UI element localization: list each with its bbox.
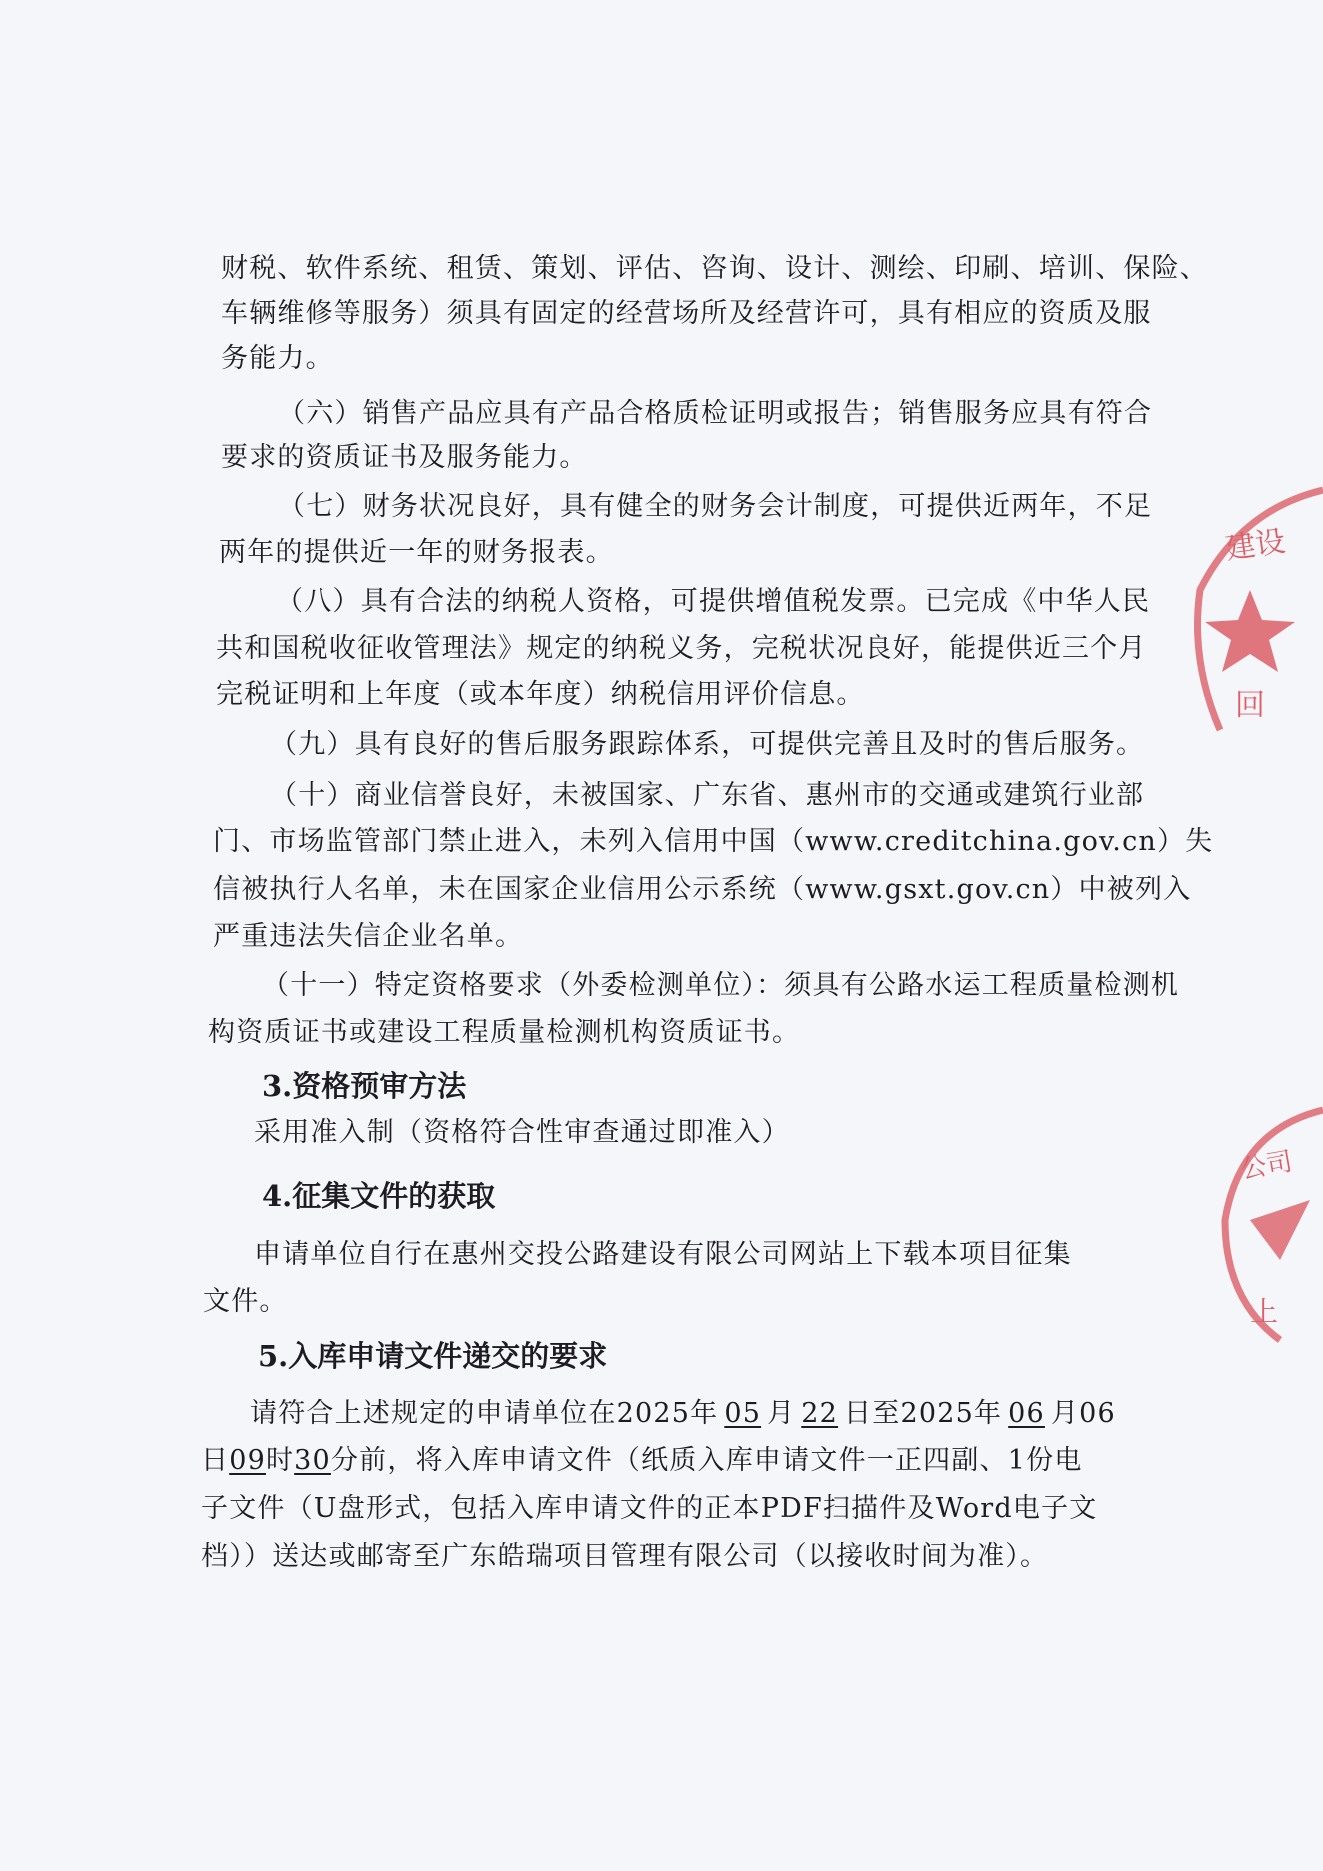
s5-l2-a: 日 <box>201 1445 230 1476</box>
p6-line-2: 要求的资质证书及服务能力。 <box>221 442 588 473</box>
p1-line-3: 务能力。 <box>221 343 334 374</box>
p8-line-1: （八）具有合法的纳税人资格，可提供增值税发票。已完成《中华人民 <box>276 586 1151 617</box>
s5-month-1: 05 <box>724 1398 762 1429</box>
seal-stamp-top-text-2: 回 <box>1235 688 1265 723</box>
s5-day-1: 22 <box>801 1398 839 1429</box>
s5-l1-b: 月 <box>767 1398 796 1429</box>
p11-line-2: 构资质证书或建设工程质量检测机构资质证书。 <box>208 1017 801 1048</box>
p8-line-3: 完税证明和上年度（或本年度）纳税信用评价信息。 <box>216 679 865 710</box>
section-4-line-1: 申请单位自行在惠州交投公路建设有限公司网站上下载本项目征集 <box>254 1239 1072 1270</box>
section-4-heading: 4.征集文件的获取 <box>262 1179 496 1213</box>
p1-line-1: 财税、软件系统、租赁、策划、评估、咨询、设计、测绘、印刷、培训、保险、 <box>221 253 1208 284</box>
p7-line-1: （七）财务状况良好，具有健全的财务会计制度，可提供近两年，不足 <box>278 491 1153 522</box>
p9-line-1: （九）具有良好的售后服务跟踪体系，可提供完善且及时的售后服务。 <box>270 729 1145 760</box>
p11-line-1: （十一）特定资格要求（外委检测单位）：须具有公路水运工程质量检测机 <box>262 970 1180 1001</box>
seal-stamp-top <box>1180 480 1323 740</box>
s5-hour: 09 <box>229 1445 266 1476</box>
section-5-line-1 <box>250 1397 1116 1431</box>
s5-l2-b: 时 <box>265 1445 295 1476</box>
s5-l1-d: 月06 <box>1050 1398 1116 1429</box>
section-5-heading: 5.入库申请文件递交的要求 <box>258 1339 608 1373</box>
s5-l2-c: 分前，将入库申请文件（纸质入库申请文件一正四副、1份电 <box>330 1445 1083 1476</box>
p8-line-2: 共和国税收征收管理法》规定的纳税义务，完税状况良好，能提供近三个月 <box>216 633 1147 664</box>
section-4-line-2: 文件。 <box>203 1286 288 1317</box>
s5-l1-a: 请符合上述规定的申请单位在2025年 <box>250 1398 719 1429</box>
section-5-line-4: 档））送达或邮寄至广东皓瑞项目管理有限公司（以接收时间为准）。 <box>201 1541 1049 1572</box>
seal-stamp-top-text-1: 建设 <box>1223 523 1288 567</box>
seal-stamp-bottom-text-1: 公司 <box>1238 1146 1295 1186</box>
section-3-line-1: 采用准入制（资格符合性审查通过即准入） <box>254 1117 790 1148</box>
p1-line-2: 车辆维修等服务）须具有固定的经营场所及经营许可，具有相应的资质及服 <box>221 298 1152 329</box>
section-3-heading: 3.资格预审方法 <box>262 1069 467 1103</box>
p10-line-3: 信被执行人名单，未在国家企业信用公示系统（www.gsxt.gov.cn）中被列入 <box>213 874 1192 905</box>
p10-line-1: （十）商业信誉良好，未被国家、广东省、惠州市的交通或建筑行业部 <box>270 780 1145 811</box>
section-5-line-2 <box>201 1444 1083 1478</box>
p7-line-2: 两年的提供近一年的财务报表。 <box>219 537 614 568</box>
seal-stamp-bottom-text-2: 上 <box>1250 1295 1279 1328</box>
p10-line-4: 严重违法失信企业名单。 <box>213 921 524 952</box>
seal-stamp-bottom <box>1210 1090 1323 1350</box>
section-5-line-3: 子文件（U盘形式，包括入库申请文件的正本PDF扫描件及Word电子文 <box>201 1493 1098 1524</box>
p10-line-2: 门、市场监管部门禁止进入，未列入信用中国（www.creditchina.gov.cn）失 <box>213 826 1214 857</box>
s5-month-2: 06 <box>1008 1398 1045 1429</box>
s5-minute: 30 <box>294 1445 331 1476</box>
s5-l1-c: 日至2025年 <box>844 1398 1003 1429</box>
p6-line-1: （六）销售产品应具有产品合格质检证明或报告；销售服务应具有符合 <box>278 398 1153 429</box>
